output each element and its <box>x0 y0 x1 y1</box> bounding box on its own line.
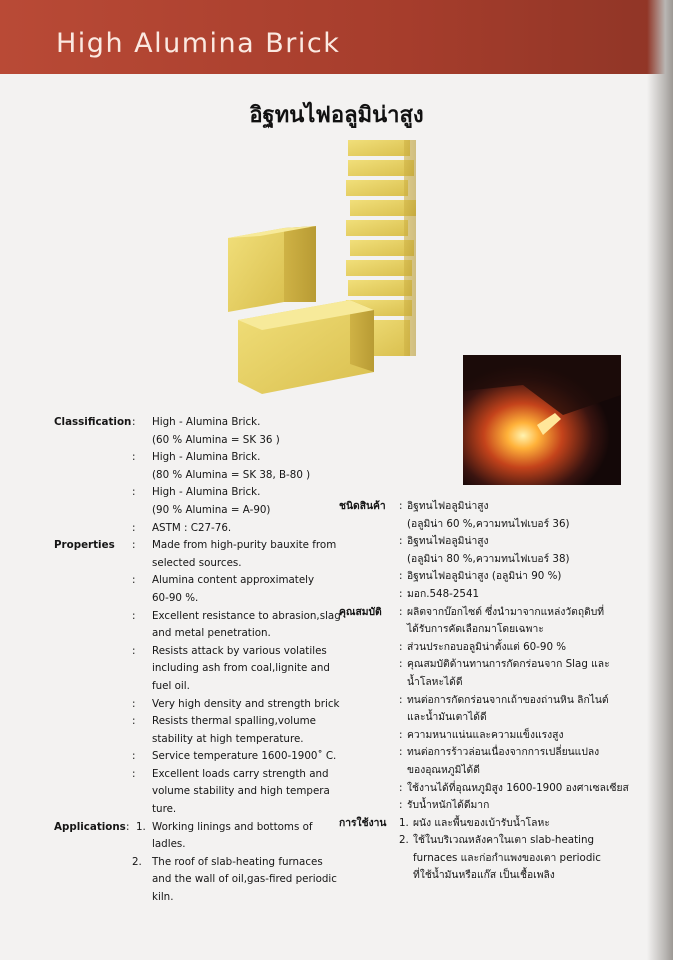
thai-properties-label: คุณสมบัติ <box>339 605 382 618</box>
furnace-image <box>463 355 621 485</box>
applications-label: Applications <box>54 820 126 833</box>
header-bar <box>0 0 673 74</box>
spec-row: Classification : High - Alumina Brick. <box>54 414 354 432</box>
page-edge-shadow <box>647 0 673 960</box>
properties-label: Properties <box>54 539 115 552</box>
thai-applications-label: การใช้งาน <box>339 816 387 829</box>
thai-specs: ชนิดสินค้า : อิฐทนไฟอลูมิน่าสูง (อลูมิน่า 60 %,ความทนไฟเบอร์ 36) : อิฐทนไฟอลูมิน่าสูง (อลูมิน่า 80 %,ความทนไฟเบอร์ 38) : อิฐทนไฟอลูมิน่าสูง (อลูมิน่า 90 %) : มอก.548-2541 คุณสมบัติ : ผลิตจากบ๊อกไซต์ ซึ่งนำมาจากแหล่งวัตถุดิบที่ ได้รับการคัดเลือกมาโดยเฉพาะ : ส่วนประกอบอลูมิน่าตั้งแต่ 60-90 % : คุณสมบัติด้านทานการกัดกร่อนจาก Slag และ น้ำโลหะได้ดี : ทนต่อการกัดกร่อนจากเถ้าของถ่านหิน ลิกไนต์ และน้ำมันเตาได้ดี : ความหนาแน่นและความแข็งแรงสูง : ทนต่อการร้าวล่อนเนื่องจากการเปลี่ยนแปลง ของอุณหภูมิได้ดี : ใช้งานได้ที่อุณหภูมิสูง 1600-1900 องศาเซลเซียส : รับน้ำหนักได้ดีมาก การใช้งาน 1. ผนัง และพื้นของเบ้ารับน้ำโลหะ 2. ใช้ในบริเวณหลังคาในเตา slab-heating furnaces และก่อกำแพงของเตา periodic ที่ใช้น้ำมันหรือแก๊ส เป็นเชื้อเพลิง <box>339 500 629 882</box>
bricks-image <box>224 132 424 402</box>
classification-label: Classification <box>54 416 132 428</box>
thai-title: อิฐทนไฟอลูมิน่าสูง <box>249 103 424 128</box>
english-specs: Classification : High - Alumina Brick. (60 % Alumina = SK 36 ) : High - Alumina Brick. (80 % Alumina = SK 38, B-80 ) : High - Alumina Brick. (90 % Alumina = A-90) : ASTM : C27-76. Properties : Made from high-purity bauxite from selected sources. : Alumina content approximately 60-90 %. : Excellent resistance to abrasion,slag and metal penetration. : Resists attack by various volatiles including ash from coal,lignite and fuel oil. : Very high density and strength brick : Resists thermal spalling,volume stability at high temperature. : Service temperature 1600-1900˚ C. : Excellent loads carry strength and volume stability and high tempera ture. Applications : 1. Working linings and bottoms of ladles. 2. The roof of slab-heating furnaces and the wall of oil,gas-fired periodic kiln. <box>54 414 354 907</box>
page-title: High Alumina Brick <box>56 28 341 59</box>
product-type-label: ชนิดสินค้า <box>339 500 386 512</box>
